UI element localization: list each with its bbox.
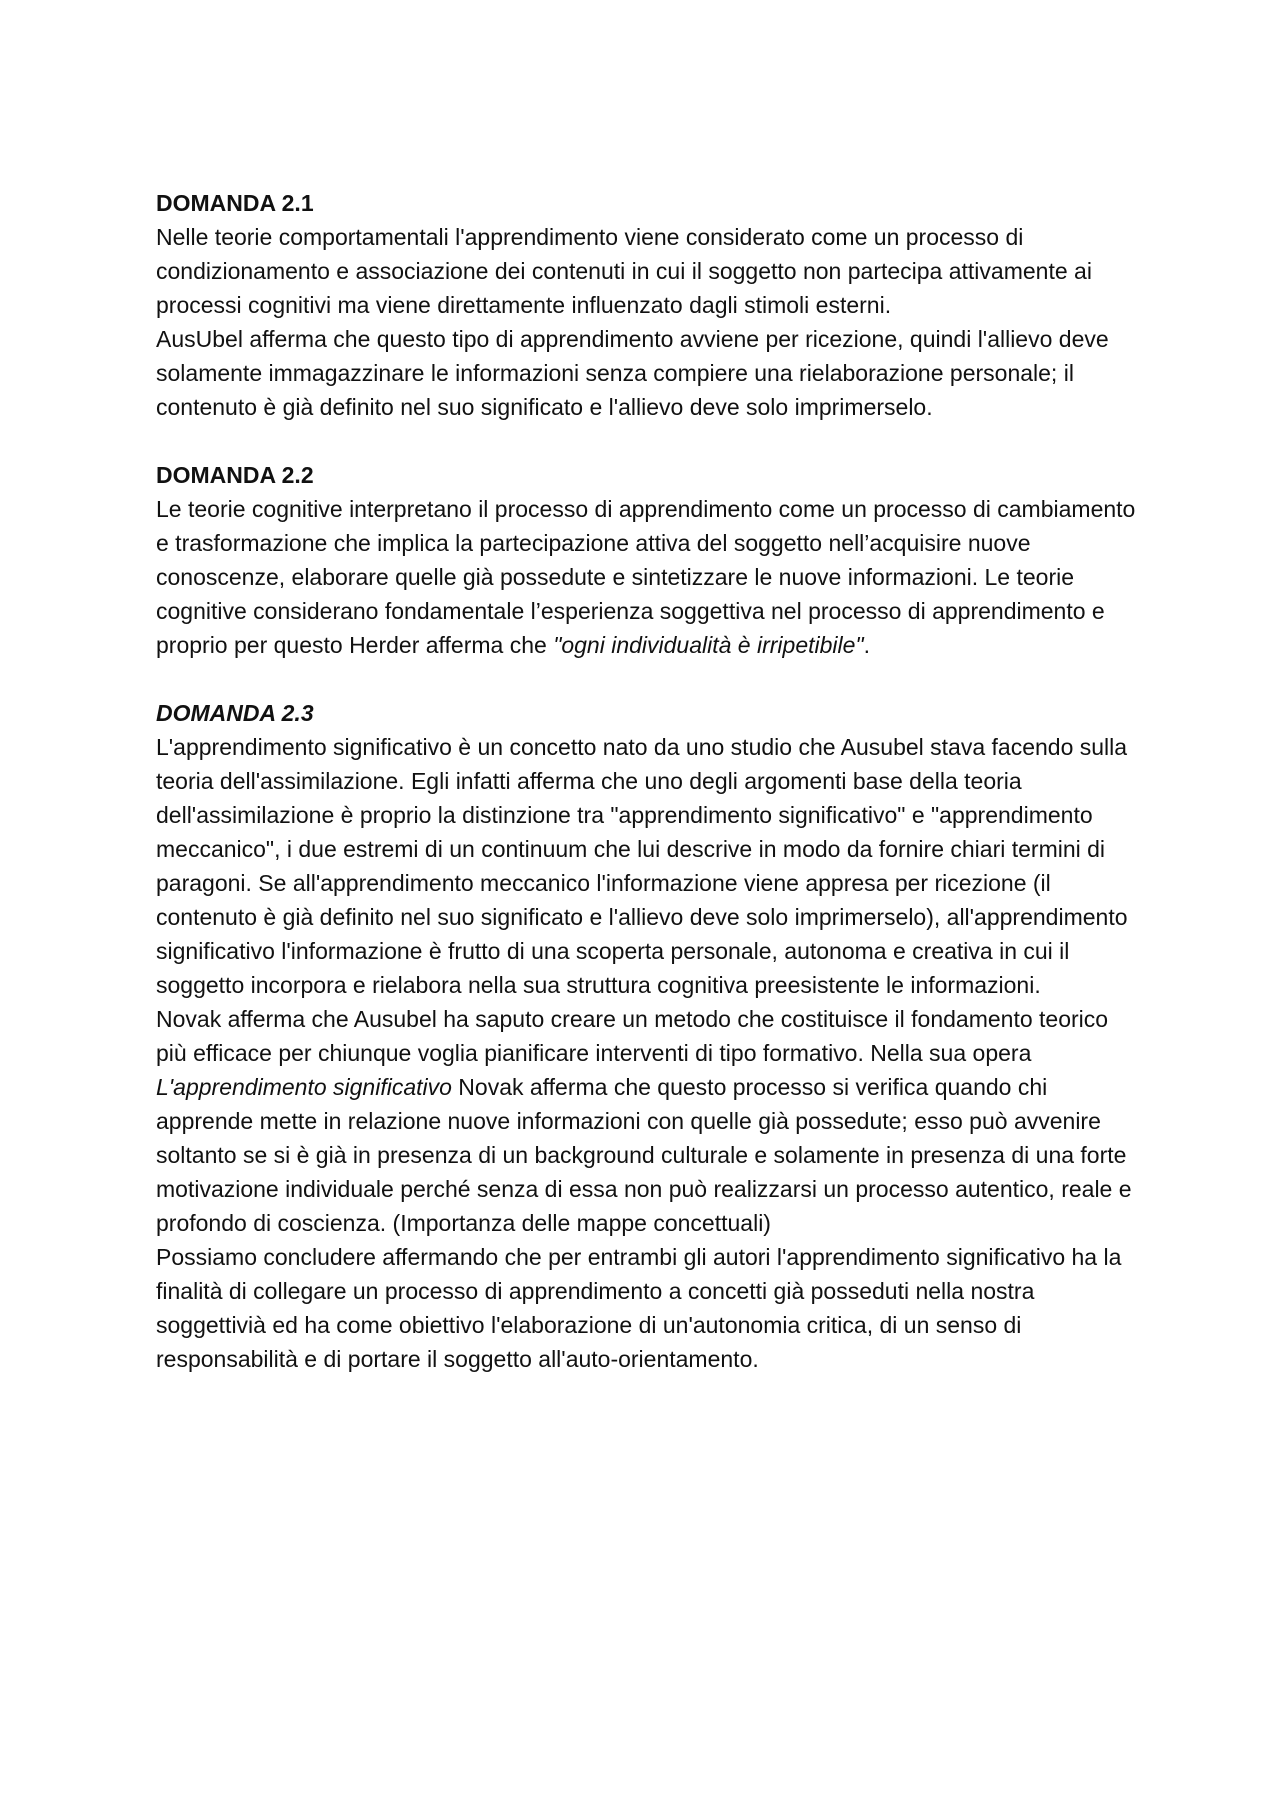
paragraph: Possiamo concludere affermando che per entrambi gli autori l'apprendimento significativo ha la finalità di collegare un processo di apprendimento a concetti già posseduti nella nostra soggettivià ed ha come obiettivo l'elaborazione di un'autonomia critica, di un senso di responsabilità e di portare il soggetto all'auto-orientamento. [156, 1244, 1122, 1372]
section-heading: DOMANDA 2.1 [156, 190, 314, 216]
paragraph-text: Le teorie cognitive interpretano il processo di apprendimento come un processo di cambiamento e trasformazione che implica la partecipazione attiva del soggetto nell’acquisire nuove conoscenze, elaborare quelle già possedute e sintetizzare le nuove informazioni. Le teorie cognitive considerano fondamentale l’esperienza soggettiva nel processo di apprendimento e proprio per questo Herder afferma che [156, 496, 1136, 658]
section-heading: DOMANDA 2.2 [156, 462, 314, 488]
paragraph-text: Novak afferma che Ausubel ha saputo creare un metodo che costituisce il fondamento teorico più efficace per chiunque voglia pianificare interventi di tipo formativo. Nella sua opera [156, 1006, 1109, 1066]
book-title: L'apprendimento significativo [156, 1074, 452, 1100]
herder-quote: "ogni individualità è irripetibile" [553, 632, 864, 658]
section-2-1 [156, 186, 1136, 424]
section-2-3 [156, 696, 1136, 1376]
paragraph: AusUbel afferma che questo tipo di apprendimento avviene per ricezione, quindi l'allievo deve solamente immagazzinare le informazioni senza compiere una rielaborazione personale; il contenuto è già definito nel suo significato e l'allievo deve solo imprimerselo. [156, 326, 1109, 420]
paragraph [156, 1002, 1136, 1240]
paragraph: L'apprendimento significativo è un concetto nato da uno studio che Ausubel stava facendo sulla teoria dell'assimilazione. Egli infatti afferma che uno degli argomenti base della teoria dell'assimilazione è proprio la distinzione tra "apprendimento significativo" e "apprendimento meccanico", i due estremi di un continuum che lui descrive in modo da fornire chiari termini di paragoni. Se all'apprendimento meccanico l'informazione viene appresa per ricezione (il contenuto è già definito nel suo significato e l'allievo deve solo imprimerselo), all'apprendimento significativo l'informazione è frutto di una scoperta personale, autonoma e creativa in cui il soggetto incorpora e rielabora nella sua struttura cognitiva preesistente le informazioni. [156, 734, 1128, 998]
paragraph [156, 492, 1136, 662]
paragraph-end: . [863, 632, 870, 658]
paragraph: Nelle teorie comportamentali l'apprendimento viene considerato come un processo di condizionamento e associazione dei contenuti in cui il soggetto non partecipa attivamente ai processi cognitivi ma viene direttamente influenzato dagli stimoli esterni. [156, 224, 1092, 318]
section-heading: DOMANDA 2.3 [156, 700, 314, 726]
document-page [156, 186, 1136, 1410]
paragraph-text: Novak afferma che questo processo si verifica quando chi apprende mette in relazione nuove informazioni con quelle già possedute; esso può avvenire soltanto se si è già in presenza di un background culturale e solamente in presenza di una forte motivazione individuale perché senza di essa non può realizzarsi un processo autentico, reale e profondo di coscienza. (Importanza delle mappe concettuali) [156, 1074, 1132, 1236]
section-2-2 [156, 458, 1136, 662]
